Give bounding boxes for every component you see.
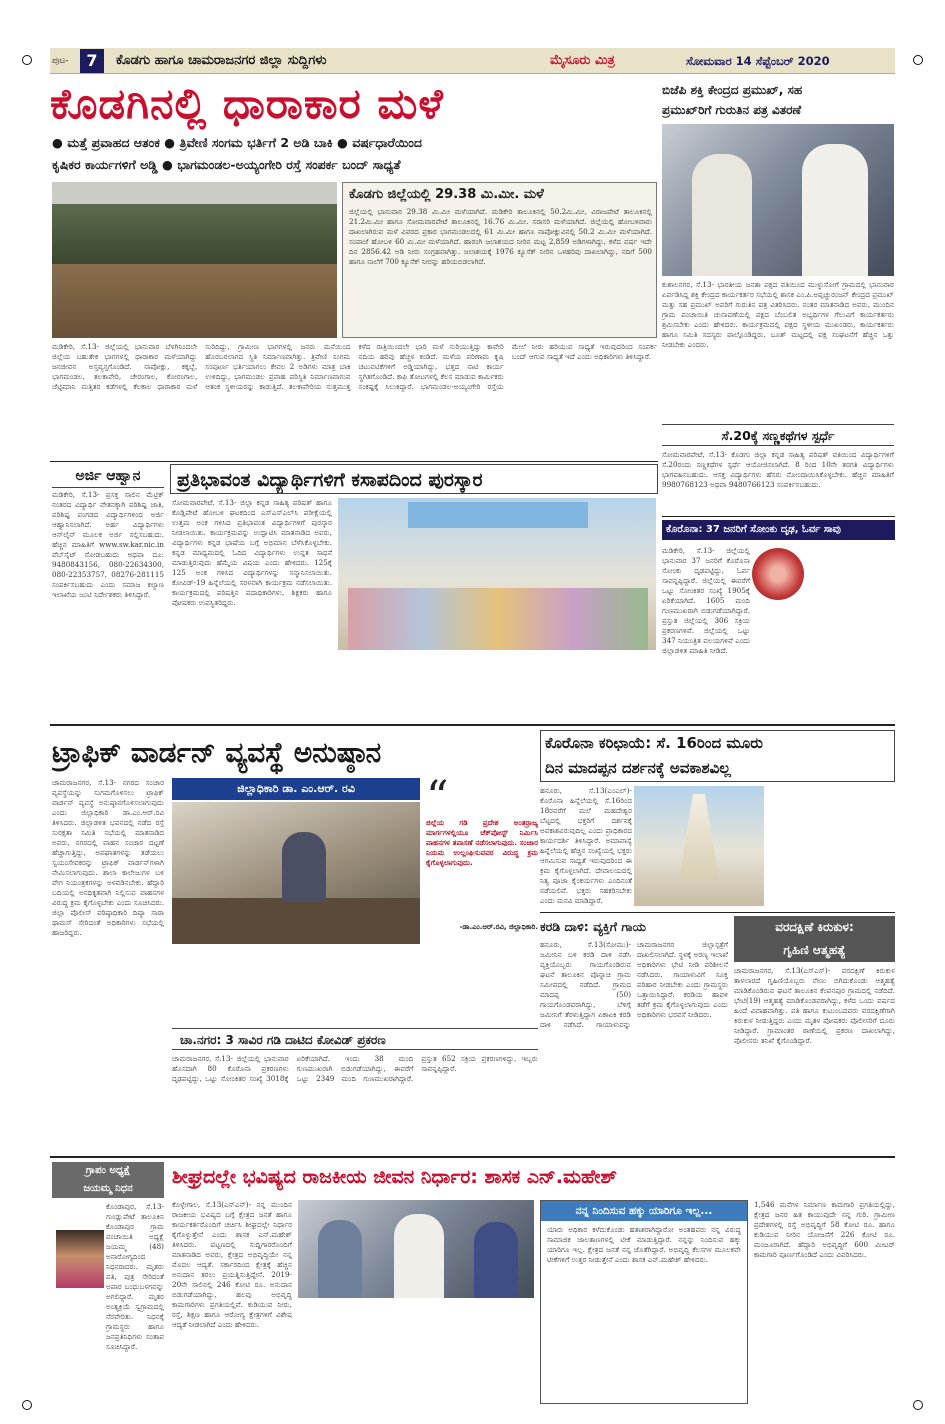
mla-press-photo [298,1200,534,1298]
talent-body: ಸೋಮವಾರಪೇಟೆ, ಸೆ.13- ಜಿಲ್ಲಾ ಕನ್ನಡ ಸಾಹಿತ್ಯ ಪರಿಷತ್ ಹಾಗೂ ಕೊಡ್ಲಿಪೇಟೆ ಹೋಬಳಿ ಘಟಕದಿಂದ ಎಸ್‌ಎಸ್‌ಎಲ್‌ಸಿ ಪರೀಕ್ಷೆಯಲ್ಲಿ ಉತ್ತಮ ಅಂಕ ಗಳಿಸಿದ ಪ್ರತಿಭಾವಂತ ವಿದ್ಯಾರ್ಥಿಗಳಿಗೆ ಪುರಸ್ಕಾರ ನೀಡಲಾಯಿತು. ಕಾರ್ಯಕ್ರಮವನ್ನು ಉದ್ಘಾಟಿಸಿ ಮಾತನಾಡಿದ ಅವರು, ವಿದ್ಯಾರ್ಥಿಗಳು ಕನ್ನಡ ಭಾಷೆಯ ಬಗ್ಗೆ ಅಭಿಮಾನ ಬೆಳೆಸಿಕೊಳ್ಳಬೇಕು. ಕನ್ನಡ ಮಾಧ್ಯಮದಲ್ಲಿ ಓದಿದ ವಿದ್ಯಾರ್ಥಿಗಳು ಉನ್ನತ ಸಾಧನೆ ಮಾಡುತ್ತಿರುವುದು ಹೆಮ್ಮೆಯ ವಿಷಯ ಎಂದು ಹೇಳಿದರು. 125ಕ್ಕೆ 125 ಅಂಕ ಗಳಿಸಿದ ವಿದ್ಯಾರ್ಥಿಗಳನ್ನು ಸನ್ಮಾನಿಸಲಾಯಿತು. ಕೋವಿಡ್-19 ಹಿನ್ನೆಲೆಯಲ್ಲಿ ಸರಳವಾಗಿ ಕಾರ್ಯಕ್ರಮ ನಡೆಸಲಾಯಿತು. ಕಾರ್ಯಕ್ರಮದಲ್ಲಿ ಪರಿಷತ್ತಿನ ಪದಾಧಿಕಾರಿಗಳು, ಶಿಕ್ಷಕರು ಹಾಗೂ ಪೋಷಕರು ಉಪಸ್ಥಿತರಿದ್ದರು. [172,498,332,607]
paper-name: ಮೈಸೂರು ಮಿತ್ರ [550,53,615,68]
students-row [348,588,648,650]
bjp-headline [662,80,894,120]
sky [52,182,337,204]
obit-body: ಕೊಂಡಾಪುರ, ಸೆ.13- ಗುಂಡ್ಲುಪೇಟೆ ತಾಲೂಕಿನ ಕೊಂಡಾಪುರ ಗ್ರಾಮ ಪಂಚಾಯಿತಿ ಅಧ್ಯಕ್ಷೆ ಜಯಮ್ಮ (48) ಅನಾರೋಗ್ಯದಿಂದ ನಿಧನರಾದರು. ಮೃತರು ಪತಿ, ಪುತ್ರ ಸೇರಿದಂತೆ ಅಪಾರ ಬಂಧುಬಳಗವನ್ನು ಅಗಲಿದ್ದಾರೆ. ಮೃತರ ಅಂತ್ಯಕ್ರಿಯೆ ಸ್ವಗ್ರಾಮದಲ್ಲಿ ನೆರವೇರಿತು. ನಿಧನಕ್ಕೆ ಗ್ರಾಮಸ್ಥರು ಹಾಗೂ ಜನಪ್ರತಿನಿಧಿಗಳು ಸಂತಾಪ ಸೂಚಿಸಿದ್ದಾರೆ. [106,1202,164,1351]
lead-subheads [52,132,657,178]
application-title: ಅರ್ಜಿ ಆಹ್ವಾನ [52,464,164,488]
covid-body: ಮಡಿಕೇರಿ, ಸೆ.13- ಜಿಲ್ಲೆಯಲ್ಲಿ ಭಾನುವಾರ 37 ಜನರಿಗೆ ಕೊರೊನಾ ಸೋಂಕು ದೃಢಪಟ್ಟಿದ್ದು, ಓರ್ವ ಸಾವನ್ನಪ್ಪಿದ್ದಾರೆ. ಜಿಲ್ಲೆಯಲ್ಲಿ ಈವರೆಗೆ ಒಟ್ಟು ಸೋಂಕಿತರ ಸಂಖ್ಯೆ 1905ಕ್ಕೆ ಏರಿಕೆಯಾಗಿದೆ. 1605 ಮಂದಿ ಗುಣಮುಖರಾಗಿ ಬಿಡುಗಡೆಯಾಗಿದ್ದಾರೆ. ಪ್ರಸ್ತುತ ಜಿಲ್ಲೆಯಲ್ಲಿ 306 ಸಕ್ರಿಯ ಪ್ರಕರಣಗಳಿವೆ. ಜಿಲ್ಲೆಯಲ್ಲಿ ಒಟ್ಟು 347 ನಿಯಂತ್ರಿತ ವಲಯಗಳಿವೆ ಎಂದು ಜಿಲ್ಲಾಡಳಿತ ಮಾಹಿತಿ ನೀಡಿದೆ. [662,546,750,655]
temple-title-1: ಕೊರೊನಾ ಕರಿಛಾಯೆ: ಸೆ. 16ರಿಂದ ಮೂರು [545,734,763,752]
contest-title: ಸೆ.20ಕ್ಕೆ ಸಣ್ಣಕಥೆಗಳ ಸ್ಪರ್ಧೆ [662,424,894,446]
rainfall-box-text: ಜಿಲ್ಲೆಯಲ್ಲಿ ಭಾನುವಾರ 29.38 ಮಿ.ಮೀ ಮಳೆಯಾಗಿದೆ. ಮಡಿಕೇರಿ ತಾಲೂಕಿನಲ್ಲಿ 50.2ಮಿ.ಮೀ, ವಿರಾಜಪೇಟೆ ತಾಲೂಕಿನಲ್ಲಿ 21.2ಮಿ.ಮೀ ಹಾಗೂ ಸೋಮವಾರಪೇಟೆ ತಾಲೂಕಿನಲ್ಲಿ 16.76 ಮಿ.ಮೀ. ಸರಾಸರಿ ಮಳೆಯಾಗಿದೆ. ಜಿಲ್ಲೆಯಲ್ಲಿ ಹೋಬಳಿವಾರು ದಾಖಲಾಗಿರುವ ಮಳೆ ವಿವರದ ಪ್ರಕಾರ ಭಾಗಮಂಡಲದಲ್ಲಿ 61 ಮಿ.ಮೀ ಹಾಗೂ ನಾಪೋಕ್ಲುವಿನಲ್ಲಿ 50.2 ಮಿ.ಮೀ ಮಳೆಯಾಗಿದೆ. ಸಂಪಾಜೆ ಹೋಬಳಿ 60 ಮಿ.ಮೀ ಮಳೆಯಾಗಿದೆ. ಹಾರಂಗಿ ಜಲಾಶಯದ ನೀರಿನ ಮಟ್ಟ 2,859 ಅಡಿಗಳಾಗಿದ್ದು, ಕಳೆದ ವರ್ಷ ಇದೇ ದಿನ 2856.42 ಅಡಿ ನೀರು ಸಂಗ್ರಹವಾಗಿತ್ತು. ಜಲಾಶಯಕ್ಕೆ 1976 ಕ್ಯೂಸೆಕ್ ನೀರಿನ ಒಳಹರಿವು ದಾಖಲಾಗಿದ್ದು, ನದಿಗೆ 500 ಹಾಗೂ ನಾಲೆಗೆ 700 ಕ್ಯೂಸೆಕ್ ನೀರನ್ನು ಹರಿಯಬಿಡಲಾಗಿದೆ. [349,207,652,266]
registration-mark-icon [22,1400,32,1410]
bjp-meeting-photo [662,124,894,276]
mla-body: ಕೊಳ್ಳೇಗಾಲ, ಸೆ.13(ಎಸ್‌ಎನ್)- ನನ್ನ ಮುಂದಿನ ರಾಜಕೀಯ ಭವಿಷ್ಯದ ಬಗ್ಗೆ ಕ್ಷೇತ್ರದ ಜನತೆ ಹಾಗೂ ಕಾರ್ಯಕರ್ತರೊಂದಿಗೆ ಚರ್ಚಿಸಿ ಶೀಘ್ರದಲ್ಲೇ ನಿರ್ಧಾರ ಕೈಗೊಳ್ಳುತ್ತೇನೆ ಎಂದು ಶಾಸಕ ಎನ್.ಮಹೇಶ್ ತಿಳಿಸಿದರು. ಪಟ್ಟಣದಲ್ಲಿ ಸುದ್ದಿಗಾರರೊಂದಿಗೆ ಮಾತನಾಡಿದ ಅವರು, ಕ್ಷೇತ್ರದ ಅಭಿವೃದ್ಧಿಯೇ ನನ್ನ ಮೊದಲ ಆದ್ಯತೆ. ಸರ್ಕಾರದಿಂದ ಕ್ಷೇತ್ರಕ್ಕೆ ಹೆಚ್ಚಿನ ಅನುದಾನ ತರಲು ಪ್ರಯತ್ನಿಸುತ್ತಿದ್ದೇನೆ. 2019-20ನೇ ಸಾಲಿನಲ್ಲಿ 246 ಕೋಟಿ ರೂ. ಅನುದಾನ ಬಿಡುಗಡೆಯಾಗಿದ್ದು, ಹಲವು ಅಭಿವೃದ್ಧಿ ಕಾಮಗಾರಿಗಳು ಪ್ರಗತಿಯಲ್ಲಿವೆ. ಕುಡಿಯುವ ನೀರು, ರಸ್ತೆ, ಶಿಕ್ಷಣ ಹಾಗೂ ಆರೋಗ್ಯ ಕ್ಷೇತ್ರಗಳಿಗೆ ವಿಶೇಷ ಆದ್ಯತೆ ನೀಡಲಾಗಿದೆ ಎಂದು ಹೇಳಿದರು. [172,1200,292,1329]
traffic-body-continued [172,948,538,1024]
obit-title-1: ಗ್ರಾಪಂ ಅಧ್ಯಕ್ಷೆ [85,1165,131,1176]
mla-quote-box [540,1200,748,1404]
divider [662,516,895,517]
bjp-headline-1: ಬಿಜೆಪಿ ಶಕ್ತಿ ಕೇಂದ್ರದ ಪ್ರಮುಖ್, ಸಹ [662,83,803,97]
lead-headline: ಕೊಡಗಿನಲ್ಲಿ ಧಾರಾಕಾರ ಮಳೆ [50,79,444,128]
traffic-quote-box [426,778,538,946]
traffic-quote: ಜಿಲ್ಲೆಯ ಗಡಿ ಪ್ರದೇಶ ಅಂತರ್ರಾಜ್ಯ ಮಾರ್ಗಗಳಲ್ಲಿಯೂ ಚೆಕ್‌ಪೋಸ್ಟ್ ನಿರ್ಮಿಸಿ ವಾಹನಗಳ ತಪಾಸಣೆ ನಡೆಸಲಾಗುವುದು. ಸಂಚಾರ ನಿಯಮ ಉಲ್ಲಂಘಿಸುವವರ ವಿರುದ್ಧ ಕ್ರಮ ಕೈಗೊಳ್ಳಲಾಗುವುದು. [426,818,538,867]
crnagar-covid-body: ಚಾಮರಾಜನಗರ, ಸೆ.13- ಜಿಲ್ಲೆಯಲ್ಲಿ ಭಾನುವಾರ ಹೊಸದಾಗಿ 80 ಕೊರೊನಾ ಪ್ರಕರಣಗಳು ದೃಢಪಟ್ಟಿದ್ದು, ಒಟ್ಟು ಸೋಂಕಿತರ ಸಂಖ್ಯೆ 3018ಕ್ಕೆ ಏರಿಕೆಯಾಗಿದೆ. ಇಂದು 38 ಮಂದಿ ಗುಣಮುಖರಾಗಿ ಬಿಡುಗಡೆಯಾಗಿದ್ದು, ಈವರೆಗೆ ಒಟ್ಟು 2349 ಮಂದಿ ಗುಣಮುಖರಾಗಿದ್ದಾರೆ. ಪ್ರಸ್ತುತ 652 ಸಕ್ರಿಯ ಪ್ರಕರಣಗಳಿದ್ದು, ಇಬ್ಬರು ಸಾವನ್ನಪ್ಪಿದ್ದಾರೆ. [172,1054,538,1083]
temple-title-2: ದಿನ ಮಾದಪ್ಪನ ದರ್ಶನಕ್ಕೆ ಅವಕಾಶವಿಲ್ಲ [545,759,731,777]
registration-mark-icon [913,55,923,65]
covid-title: ಕೊರೊನಾ: 37 ಜನರಿಗೆ ಸೋಂಕು ದೃಢ, ಓರ್ವ ಸಾವು [662,520,895,540]
mla-quote-title: ನನ್ನ ನಿಂದಿಸುವ ಹಕ್ಕು ಯಾರಿಗೂ ಇಲ್ಲ... [541,1201,747,1221]
bear-title: ಕರಡಿ ದಾಳಿ: ವ್ಯಕ್ತಿಗೆ ಗಾಯ [540,919,646,934]
lead-subhead-2: ಕೃಷಿಕರ ಕಾರ್ಯಗಳಿಗೆ ಅಡ್ಡಿ ● ಭಾಗಮಂಡಲ-ಅಯ್ಯಂಗೇರಿ ರಸ್ತೆ ಸಂಪರ್ಕ ಬಂದ್ ಸಾಧ್ಯತೆ [52,157,401,172]
talent-body-continued [338,656,656,720]
section-title: ಕೊಡಗು ಹಾಗೂ ಚಾಮರಾಜನಗರ ಜಿಲ್ಲಾ ಸುದ್ದಿಗಳು [116,53,327,68]
page-header [50,48,895,74]
person-figure [802,144,868,276]
issue-date: ಸೋಮವಾರ 14 ಸೆಪ್ಟೆಂಬರ್ 2020 [686,54,830,68]
dowry-title-1: ವರದಕ್ಷಿಣೆ ಕಿರುಕುಳ: [775,920,854,934]
contest-body: ಸೋಮವಾರಪೇಟೆ, ಸೆ.13- ಕೊಡಗು ಜಿಲ್ಲಾ ಕನ್ನಡ ಸಾಹಿತ್ಯ ಪರಿಷತ್ ವತಿಯಿಂದ ವಿದ್ಯಾರ್ಥಿಗಳಿಗೆ ಸೆ.20ರಂದು ಸಣ್ಣಕಥೆಗಳ ಸ್ಪರ್ಧೆ ಆಯೋಜಿಸಲಾಗಿದೆ. 8 ರಿಂದ 10ನೇ ತರಗತಿ ವಿದ್ಯಾರ್ಥಿಗಳು ಭಾಗವಹಿಸಬಹುದು. ಆಸಕ್ತ ವಿದ್ಯಾರ್ಥಿಗಳು ಹೆಸರು ನೋಂದಾಯಿಸಿಕೊಳ್ಳಬೇಕು. ಹೆಚ್ಚಿನ ಮಾಹಿತಿಗೆ 9980768123 ಅಥವಾ 9480766123 ಸಂಪರ್ಕಿಸಬಹುದು. [662,450,894,489]
dc-meeting-photo [172,802,420,944]
person-figure [692,154,752,276]
traffic-body: ಚಾಮರಾಜನಗರ, ಸೆ.13- ನಗರದ ಸಂಚಾರ ವ್ಯವಸ್ಥೆಯನ್ನು ಸುಗಮಗೊಳಿಸಲು ಟ್ರಾಫಿಕ್ ವಾರ್ಡನ್ ವ್ಯವಸ್ಥೆ ಅನುಷ್ಠಾನಗೊಳಿಸಲಾಗುವುದು ಎಂದು ಜಿಲ್ಲಾಧಿಕಾರಿ ಡಾ.ಎಂ.ಆರ್.ರವಿ ತಿಳಿಸಿದರು. ಜಿಲ್ಲಾಡಳಿತ ಭವನದಲ್ಲಿ ನಡೆದ ರಸ್ತೆ ಸುರಕ್ಷತಾ ಸಮಿತಿ ಸಭೆಯಲ್ಲಿ ಮಾತನಾಡಿದ ಅವರು, ನಗರದಲ್ಲಿ ವಾಹನ ಸಂಚಾರ ದಟ್ಟಣೆ ಹೆಚ್ಚಾಗುತ್ತಿದ್ದು, ಅಪಘಾತಗಳನ್ನು ತಡೆಯಲು ಸ್ವಯಂಸೇವಕರನ್ನು ಟ್ರಾಫಿಕ್ ವಾರ್ಡನ್‌ಗಳಾಗಿ ನೇಮಿಸಲಾಗುವುದು. ಶಾಲಾ ಕಾಲೇಜುಗಳ ಬಳಿ ವೇಗ ನಿಯಂತ್ರಕಗಳನ್ನು ಅಳವಡಿಸಬೇಕು. ಹೆದ್ದಾರಿ ಬದಿಯಲ್ಲಿ ಅನಧಿಕೃತವಾಗಿ ನಿಲ್ಲಿಸುವ ವಾಹನಗಳ ವಿರುದ್ಧ ಕ್ರಮ ಕೈಗೊಳ್ಳಬೇಕು ಎಂದು ಸೂಚಿಸಿದರು. ಜಿಲ್ಲಾ ಪೊಲೀಸ್ ವರಿಷ್ಠಾಧಿಕಾರಿ ದಿವ್ಯಾ ಸಾರಾ ಥಾಮಸ್ ಸೇರಿದಂತೆ ಅಧಿಕಾರಿಗಳು ಸಭೆಯಲ್ಲಿ ಹಾಜರಿದ್ದರು. [52,778,164,937]
person-figure [282,832,326,902]
dowry-body: ಚಾಮರಾಜನಗರ, ಸೆ.13(ಎಸ್‌ಎಸ್)- ವರದಕ್ಷಿಣೆ ಕಿರುಕುಳ ತಾಳಲಾರದೆ ಗೃಹಿಣಿಯೊಬ್ಬರು ನೇಣು ಬಿಗಿದುಕೊಂಡು ಆತ್ಮಹತ್ಯೆ ಮಾಡಿಕೊಂಡಿರುವ ಘಟನೆ ತಾಲೂಕಿನ ಕೆಂಪನಪುರ ಗ್ರಾಮದಲ್ಲಿ ನಡೆದಿದೆ. ಭೇಟಿ(19) ಆತ್ಮಹತ್ಯೆ ಮಾಡಿಕೊಂಡವರಾಗಿದ್ದು, ಕಳೆದ ಒಂದು ವರ್ಷದ ಹಿಂದೆ ವಿವಾಹವಾಗಿತ್ತು. ಪತಿ ಹಾಗೂ ಕುಟುಂಬದವರು ವರದಕ್ಷಿಣೆಗಾಗಿ ಕಿರುಕುಳ ನೀಡುತ್ತಿದ್ದರು ಎಂದು ಮೃತಳ ಪೋಷಕರು ಪೊಲೀಸರಿಗೆ ದೂರು ನೀಡಿದ್ದಾರೆ. ಗ್ರಾಮಾಂತರ ಠಾಣೆಯಲ್ಲಿ ಪ್ರಕರಣ ದಾಖಲಾಗಿದ್ದು, ಪೊಲೀಸರು ತನಿಖೆ ಕೈಗೊಂಡಿದ್ದಾರೆ. [734,966,895,1045]
crnagar-covid-title: ಚಾ.ನಗರ: 3 ಸಾವಿರ ಗಡಿ ದಾಟಿದ ಕೋವಿಡ್ ಪ್ರಕರಣ [172,1028,538,1050]
registration-mark-icon [913,1400,923,1410]
traffic-headline: ಟ್ರಾಫಿಕ್ ವಾರ್ಡನ್ ವ್ಯವಸ್ಥೆ ಅನುಷ್ಠಾನ [52,736,382,769]
lead-subhead-1: ● ಮತ್ತೆ ಪ್ರವಾಹದ ಆತಂಕ ● ತ್ರಿವೇಣಿ ಸಂಗಮ ಭರ್ತಿಗೆ 2 ಅಡಿ ಬಾಕಿ ● ವರ್ಷಧಾರೆಯಿಂದ [52,135,422,150]
temple-body: ಹನೂರು, ಸೆ.13(ಎಂಎಲ್)- ಕೊರೊನಾ ಹಿನ್ನೆಲೆಯಲ್ಲಿ ಸೆ.16ರಿಂದ 18ರವರೆಗೆ ಮಲೆ ಮಹದೇಶ್ವರ ಬೆಟ್ಟದಲ್ಲಿ ಭಕ್ತರಿಗೆ ದರ್ಶನಕ್ಕೆ ಅವಕಾಶವಿರುವುದಿಲ್ಲ ಎಂದು ಪ್ರಾಧಿಕಾರದ ಕಾರ್ಯದರ್ಶಿ ತಿಳಿಸಿದ್ದಾರೆ. ಅಮಾವಾಸ್ಯೆ ಹಿನ್ನೆಲೆಯಲ್ಲಿ ಹೆಚ್ಚಿನ ಸಂಖ್ಯೆಯಲ್ಲಿ ಭಕ್ತರು ಆಗಮಿಸುವ ಸಾಧ್ಯತೆ ಇರುವುದರಿಂದ ಈ ಕ್ರಮ ಕೈಗೊಳ್ಳಲಾಗಿದೆ. ದೇವಾಲಯದಲ್ಲಿ ನಿತ್ಯ ಪೂಜಾ ಕೈಂಕರ್ಯಗಳು ಎಂದಿನಂತೆ ನಡೆಯಲಿವೆ. ಭಕ್ತರು ಸಹಕರಿಸಬೇಕು ಎಂದು ಮನವಿ ಮಾಡಿದ್ದಾರೆ. [540,786,632,905]
dc-label: ಜಿಲ್ಲಾಧಿಕಾರಿ ಡಾ. ಎಂ.ಆರ್. ರವಿ [172,778,420,800]
obit-portrait [56,1230,104,1288]
traffic-quote-by: -ಡಾ.ಎಂ.ಆರ್.ರವಿ, ಜಿಲ್ಲಾಧಿಕಾರಿ. [459,923,538,931]
tree-line [52,202,337,264]
divider [540,912,895,913]
obit-title [52,1162,164,1198]
lead-body: ಮಡಿಕೇರಿ, ಸೆ.13- ಜಿಲ್ಲೆಯಲ್ಲಿ ಭಾನುವಾರ ಬೆಳಗಿನಿಂದಲೇ ಜಿಲ್ಲೆಯ ಬಹುತೇಕ ಭಾಗಗಳಲ್ಲಿ ಧಾರಾಕಾರ ಮಳೆಯಾಗಿದ್ದು ಜನಜೀವನ ಅಸ್ತವ್ಯಸ್ತಗೊಂಡಿದೆ. ನಾಪೋಕ್ಲು, ಕಕ್ಕಬ್ಬೆ, ಭಾಗಮಂಡಲ, ತಲಕಾವೇರಿ, ಚೇರಂಗಾಲ, ಕೋರಂಗಾಲ, ಚೆಟ್ಟಿಮಾನಿ ಮತ್ತಿತರ ಕಡೆಗಳಲ್ಲಿ ಕೆಲಕಾಲ ಧಾರಾಕಾರ ಮಳೆ ಸುರಿದಿದ್ದು, ಗ್ರಾಮೀಣ ಭಾಗಗಳಲ್ಲಿ ಜನರು ಮನೆಯಿಂದ ಹೊರಬರಲಾಗದ ಸ್ಥಿತಿ ನಿರ್ಮಾಣವಾಗಿತ್ತು. ತ್ರಿವೇಣಿ ಸಂಗಮ ಸಂಪೂರ್ಣ ಭರ್ತಿಯಾಗಲು ಕೇವಲ 2 ಅಡಿಗಳು ಮಾತ್ರ ಬಾಕಿ ಉಳಿದಿದ್ದು, ಭಾಗಮಂಡಲ ಪ್ರವಾಹ ಪರಿಸ್ಥಿತಿ ನಿರ್ಮಾಣವಾಗುವ ಆತಂಕ ಸ್ಥಳೀಯರನ್ನು ಕಾಡುತ್ತಿದೆ. ತಲಕಾವೇರಿಯ ಸುತ್ತಮುತ್ತ ಕಳೆದ ರಾತ್ರಿಯಿಂದಲೇ ಭಾರಿ ಮಳೆ ಸುರಿಯುತ್ತಿದ್ದು ಕಾವೇರಿ ನದಿಯ ಹರಿವು ಹೆಚ್ಚಳ ಕಂಡಿದೆ. ಮಳೆಯ ಪರಿಣಾಮ ಕೃಷಿ ಚಟುವಟಿಕೆಗಳಿಗೆ ಅಡ್ಡಿಯಾಗಿದ್ದು, ಭತ್ತದ ನಾಟಿ ಕಾರ್ಯ ಸ್ಥಗಿತಗೊಂಡಿದೆ. ಕಾಫಿ ತೋಟಗಳಲ್ಲಿ ಕೆಲಸ ಮಾಡುವ ಕಾರ್ಮಿಕರು ಸಂಕಷ್ಟಕ್ಕೆ ಸಿಲುಕಿದ್ದಾರೆ. ಭಾಗಮಂಡಲ-ಅಯ್ಯಂಗೇರಿ ರಸ್ತೆಯ ಮೇಲೆ ನೀರು ಹರಿಯುವ ಸಾಧ್ಯತೆ ಇರುವುದರಿಂದ ಸಂಪರ್ಕ ಬಂದ್ ಆಗುವ ಸಾಧ್ಯತೆ ಇದೆ ಎಂದು ಅಧಿಕಾರಿಗಳು ತಿಳಿಸಿದ್ದಾರೆ. [52,342,657,391]
page-number-badge [80,49,104,73]
temple-body-continued [768,786,895,906]
temple-title [540,730,895,782]
desk [172,898,420,944]
dowry-title-2: ಗೃಹಿಣಿ ಆತ್ಮಹತ್ಯೆ [783,943,846,957]
river-water [52,262,337,338]
virus-icon [752,548,804,600]
award-ceremony-photo [338,498,656,650]
award-banner [408,502,588,528]
covid-body-continued [808,546,896,718]
divider [50,461,658,462]
mla-body-continued [298,1302,534,1404]
temple-photo [634,786,764,906]
person-figure [394,1214,444,1298]
page-prefix: ಪುಟ- [52,56,69,66]
mla-quote-body: ಯಾರು ಅಧಿಕಾರ ಕಳೆದುಕೊಂಡು ಹತಾಶರಾಗಿದ್ದಾರೋ ಅಂತಹವರು ನನ್ನ ವಿರುದ್ಧ ಸಾಮಾಜಿಕ ಜಾಲತಾಣಗಳಲ್ಲಿ ಟೀಕೆ ಮಾಡುತ್ತಿದ್ದಾರೆ. ನನ್ನನ್ನು ನಿಂದಿಸುವ ಹಕ್ಕು ಯಾರಿಗೂ ಇಲ್ಲ. ಕ್ಷೇತ್ರದ ಜನತೆ ನನ್ನ ಜೊತೆಗಿದ್ದಾರೆ. ಅಭಿವೃದ್ಧಿ ಕೆಲಸಗಳ ಮೂಲಕವೇ ಟೀಕೆಗಳಿಗೆ ಉತ್ತರ ನೀಡುತ್ತೇನೆ ಎಂದು ಶಾಸಕ ಎನ್.ಮಹೇಶ್ ಹೇಳಿದರು. [547,1225,741,1264]
mla-headline: ಶೀಘ್ರದಲ್ಲೇ ಭವಿಷ್ಯದ ರಾಜಕೀಯ ಜೀವನ ನಿರ್ಧಾರ: ಶಾಸಕ ಎನ್.ಮಹೇಶ್ [172,1166,618,1188]
divider [50,724,895,726]
application-body: ಮಡಿಕೇರಿ, ಸೆ.13- ಪ್ರಸಕ್ತ ಸಾಲಿನ ಮೆಟ್ರಿಕ್ ನಂತರದ ವಿದ್ಯಾರ್ಥಿ ವೇತನಕ್ಕಾಗಿ ಪರಿಶಿಷ್ಟ ಜಾತಿ, ಪರಿಶಿಷ್ಟ ಪಂಗಡದ ವಿದ್ಯಾರ್ಥಿಗಳಿಂದ ಅರ್ಜಿ ಆಹ್ವಾನಿಸಲಾಗಿದೆ. ಅರ್ಹ ವಿದ್ಯಾರ್ಥಿಗಳು ಆನ್‌ಲೈನ್ ಮೂಲಕ ಅರ್ಜಿ ಸಲ್ಲಿಸಬಹುದು. ಹೆಚ್ಚಿನ ಮಾಹಿತಿಗೆ www.sw.kar.nic.in ವೆಬ್‌ಸೈಟ್ ನೋಡಬಹುದು ಅಥವಾ ದೂ: 9480843156, 080-22634300, 080-22353757, 08276-281115 ಸಂಪರ್ಕಿಸಬಹುದು ಎಂದು ಸಮಾಜ ಕಲ್ಯಾಣ ಇಲಾಖೆಯ ಜಂಟಿ ನಿರ್ದೇಶಕರು ತಿಳಿಸಿದ್ದಾರೆ. [52,490,164,599]
bjp-headline-2: ಪ್ರಮುಖ್‌ರಿಗೆ ಗುರುತಿನ ಪತ್ರ ವಿತರಣೆ [662,103,802,117]
person-figure [318,1220,362,1298]
quote-icon: “ [426,778,449,823]
divider [50,1156,895,1158]
bjp-body: ಕುಶಾಲನಗರ, ಸೆ.13- ಭಾರತೀಯ ಜನತಾ ಪಕ್ಷದ ವತಿಯಿಂದ ಮುಳ್ಳುಸೋಗೆ ಗ್ರಾಮದಲ್ಲಿ ಭಾನುವಾರ ಏರ್ಪಡಿಸಿದ್ದ ಶಕ್ತಿ ಕೇಂದ್ರದ ಕಾರ್ಯಕರ್ತರ ಸಭೆಯಲ್ಲಿ ಶಾಸಕ ಎಂ.ಪಿ.ಅಪ್ಪಚ್ಚುರಂಜನ್ ಕೇಂದ್ರದ ಪ್ರಮುಖ್ ಮತ್ತು ಸಹ ಪ್ರಮುಖ್ ಅವರಿಗೆ ಗುರುತಿನ ಪತ್ರ ವಿತರಿಸಿದರು. ನಂತರ ಮಾತನಾಡಿದ ಅವರು, ಮುಂದಿನ ಗ್ರಾಮ ಪಂಚಾಯಿತಿ ಚುನಾವಣೆಯಲ್ಲಿ ಪಕ್ಷದ ಬೆಂಬಲಿತ ಅಭ್ಯರ್ಥಿಗಳ ಗೆಲುವಿಗೆ ಕಾರ್ಯಕರ್ತರು ಶ್ರಮಿಸಬೇಕು ಎಂದು ಹೇಳಿದರು. ಕಾರ್ಯಕ್ರಮದಲ್ಲಿ ಪಕ್ಷದ ಸ್ಥಳೀಯ ಮುಖಂಡರು, ಕಾರ್ಯಕರ್ತರು ಹಾಗೂ ಸಮಿತಿ ಸದಸ್ಯರು ಪಾಲ್ಗೊಂಡಿದ್ದರು. ಬೂತ್ ಮಟ್ಟದಲ್ಲಿ ಪಕ್ಷ ಸಂಘಟನೆಗೆ ಹೆಚ್ಚಿನ ಒತ್ತು ನೀಡಬೇಕು ಎಂದರು. [662,280,894,349]
rainfall-box-title: ಕೊಡಗು ಜಿಲ್ಲೆಯಲ್ಲಿ 29.38 ಮಿ.ಮೀ. ಮಳೆ [349,187,544,202]
flood-river-photo [52,182,337,338]
mla-right-body: 1,546 ಮನೆಗಳ ನಿರ್ಮಾಣ ಕಾಮಗಾರಿ ಪ್ರಗತಿಯಲ್ಲಿದ್ದು, ಕ್ಷೇತ್ರದ ಜನರ ಹಿತ ಕಾಯುವುದೇ ನನ್ನ ಗುರಿ. ಗ್ರಾಮೀಣ ಪ್ರದೇಶಗಳಲ್ಲಿ ರಸ್ತೆ ಅಭಿವೃದ್ಧಿಗೆ 58 ಕೋಟಿ ರೂ. ಹಾಗೂ ಕುಡಿಯುವ ನೀರಿನ ಯೋಜನೆಗೆ 226 ಕೋಟಿ ರೂ. ಮಂಜೂರಾಗಿದೆ. ಹೆದ್ದಾರಿ ಅಭಿವೃದ್ಧಿಗೆ 600 ಮೀಟರ್ ಕಾಮಗಾರಿ ಪೂರ್ಣಗೊಂಡಿದೆ ಎಂದು ವಿವರಿಸಿದರು. [754,1200,895,1259]
temple-tower [679,794,719,880]
person-figure [474,1222,518,1298]
page-number: 7 [86,51,98,70]
page-label [52,50,82,72]
talent-headline: ಪ್ರತಿಭಾವಂತ ವಿದ್ಯಾರ್ಥಿಗಳಿಗೆ ಕಸಾಪದಿಂದ ಪುರಸ್ಕಾರ [170,464,658,494]
rainfall-box [342,182,657,338]
obit-title-2: ಜಯಮ್ಮ ನಿಧನ [83,1183,133,1194]
registration-mark-icon [22,55,32,65]
dowry-title [734,916,895,962]
bear-body: ಹನೂರು, ಸೆ.13(ಸೋಮು)- ಜಮೀನಿನ ಬಳಿ ಕರಡಿ ದಾಳಿ ನಡೆಸಿ ವ್ಯಕ್ತಿಯೊಬ್ಬರು ಗಾಯಗೊಂಡಿರುವ ಘಟನೆ ತಾಲೂಕಿನ ಪೊನ್ನಾಚಿ ಗ್ರಾಮ ಸಮೀಪದಲ್ಲಿ ನಡೆದಿದೆ. ಗ್ರಾಮದ ಮಾದಪ್ಪ (50) ಗಾಯಗೊಂಡವರಾಗಿದ್ದು, ಬೆಳಿಗ್ಗೆ ಜಮೀನಿಗೆ ತೆರಳುತ್ತಿದ್ದಾಗ ಏಕಾಏಕಿ ಕರಡಿ ದಾಳಿ ನಡೆಸಿದೆ. ಗಾಯಾಳುವನ್ನು ಚಾಮರಾಜನಗರ ಜಿಲ್ಲಾಸ್ಪತ್ರೆಗೆ ದಾಖಲಿಸಲಾಗಿದೆ. ಸ್ಥಳಕ್ಕೆ ಅರಣ್ಯ ಇಲಾಖೆ ಅಧಿಕಾರಿಗಳು ಭೇಟಿ ನೀಡಿ ಪರಿಶೀಲನೆ ನಡೆಸಿದರು. ಗಾಯಾಳುವಿಗೆ ಸೂಕ್ತ ಪರಿಹಾರ ನೀಡಬೇಕು ಎಂದು ಗ್ರಾಮಸ್ಥರು ಒತ್ತಾಯಿಸಿದ್ದಾರೆ. ಕರಡಿಯ ಹಾವಳಿ ತಡೆಗೆ ಕ್ರಮ ಕೈಗೊಳ್ಳಲಾಗುವುದು ಎಂದು ಅಧಿಕಾರಿಗಳು ಭರವಸೆ ನೀಡಿದರು. [540,940,728,1029]
